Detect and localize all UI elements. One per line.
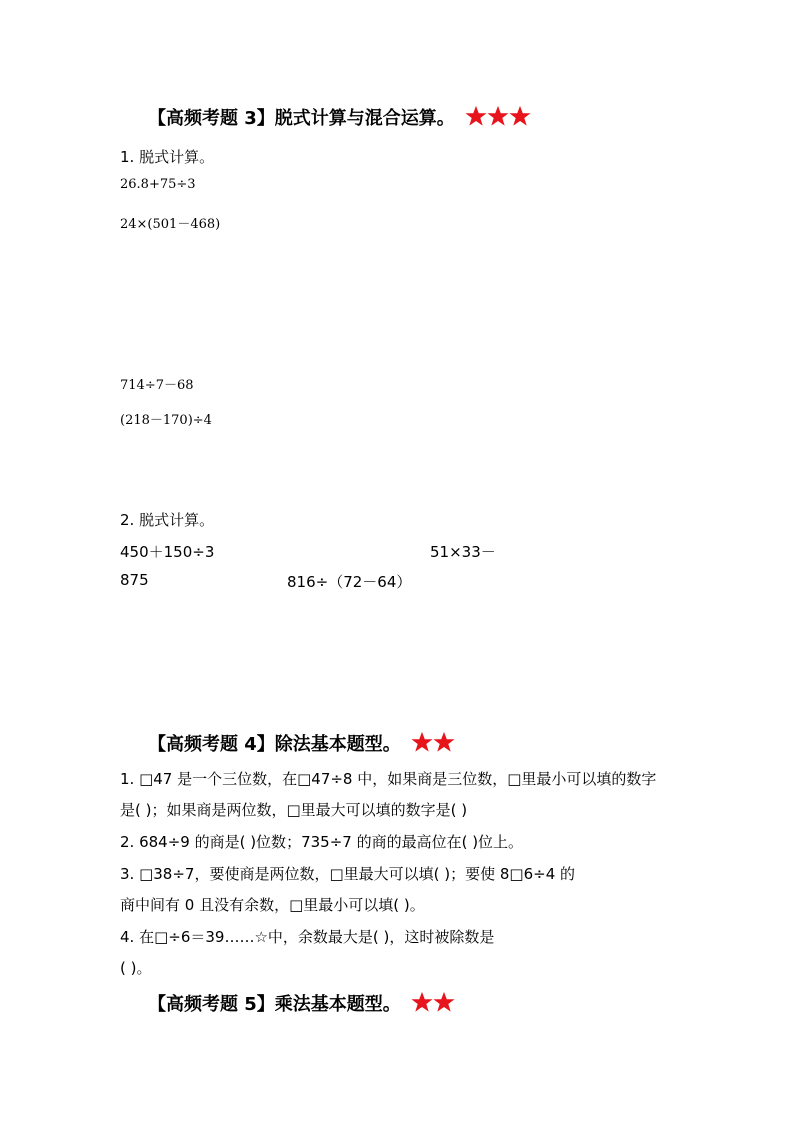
- section-3-title: 【高频考题 3】脱式计算与混合运算。: [148, 108, 455, 129]
- section-4-line: 4. 在□÷6＝39……☆中，余数最大是( )，这时被除数是: [120, 928, 495, 946]
- q2-expression-3: 875: [120, 571, 149, 589]
- question-1-label: 1. 脱式计算。: [120, 148, 215, 166]
- question-2-label: 2. 脱式计算。: [120, 511, 215, 529]
- expression-3: 714÷7－68: [120, 378, 194, 393]
- section-4-line: 1. □47 是一个三位数，在□47÷8 中，如果商是三位数，□里最小可以填的数字: [120, 770, 657, 788]
- section-5-heading: [148, 990, 455, 1016]
- section-4-line: 是( )；如果商是两位数，□里最大可以填的数字是( ): [120, 801, 468, 819]
- expression-4: (218－170)÷4: [120, 413, 212, 428]
- star-icon: [465, 105, 487, 127]
- difficulty-stars: [465, 105, 531, 127]
- section-4-line: 3. □38÷7，要使商是两位数，□里最大可以填( )；要使 8□6÷4 的: [120, 865, 576, 883]
- expression-2: 24×(501－468): [120, 217, 221, 232]
- star-icon: [509, 105, 531, 127]
- star-icon: [433, 731, 455, 753]
- star-icon: [487, 105, 509, 127]
- section-4-title: 【高频考题 4】除法基本题型。: [148, 734, 401, 755]
- star-icon: [411, 731, 433, 753]
- section-4-line: 商中间有 0 且没有余数，□里最小可以填( )。: [120, 896, 425, 914]
- section-3-heading: [148, 104, 531, 130]
- difficulty-stars: [411, 991, 455, 1013]
- q2-expression-1: 450＋150÷3: [120, 543, 215, 561]
- section-5-title: 【高频考题 5】乘法基本题型。: [148, 994, 401, 1015]
- q2-expression-4: 816÷（72－64）: [287, 573, 412, 591]
- q2-expression-2: 51×33－: [430, 543, 496, 561]
- difficulty-stars: [411, 731, 455, 753]
- expression-1: 26.8+75÷3: [120, 177, 196, 192]
- section-4-heading: [148, 730, 455, 756]
- section-4-line: 2. 684÷9 的商是( )位数；735÷7 的商的最高位在( )位上。: [120, 833, 524, 851]
- star-icon: [411, 991, 433, 1013]
- section-4-line: ( )。: [120, 959, 152, 977]
- star-icon: [433, 991, 455, 1013]
